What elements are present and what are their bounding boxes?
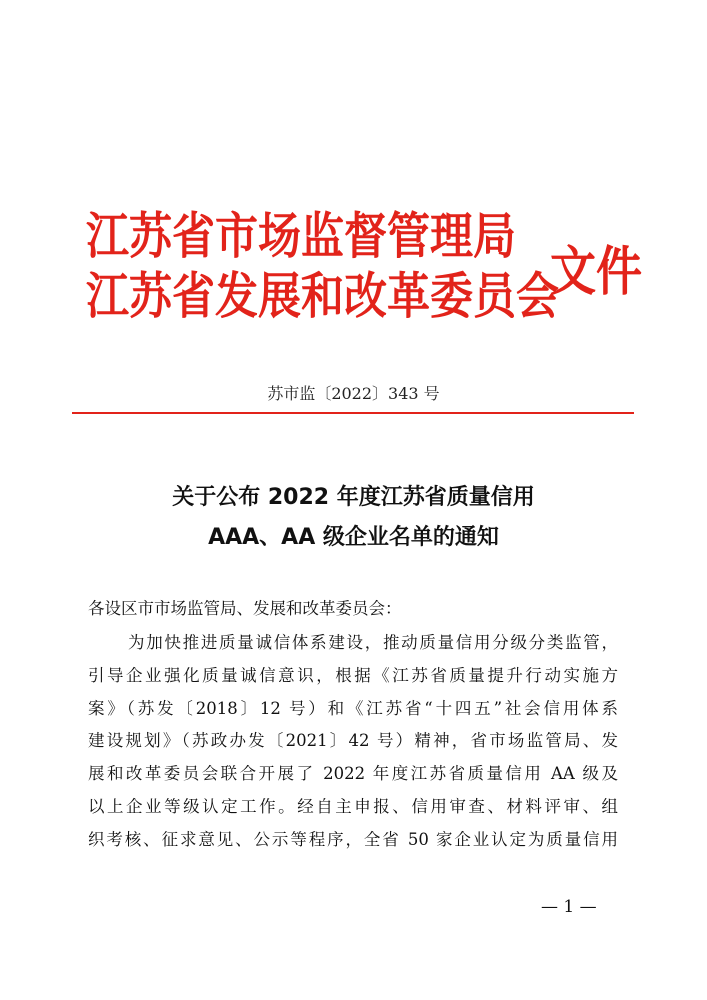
issuer-name-development-reform: 江苏省发展和改革委员会 bbox=[86, 268, 559, 326]
body-line: 引导企业强化质量诚信意识，根据《江苏省质量提升行动实施方 bbox=[88, 665, 618, 685]
red-divider-line bbox=[72, 412, 634, 414]
body-line: 织考核、征求意见、公示等程序，全省 50 家企业认定为质量信用 bbox=[88, 829, 618, 849]
body-paragraph bbox=[88, 627, 618, 857]
notice-title-line-2: AAA、AA 级企业名单的通知 bbox=[208, 525, 499, 550]
body-line: 为加快推进质量诚信体系建设，推动质量信用分级分类监管， bbox=[128, 633, 618, 652]
notice-title-line-1: 关于公布 2022 年度江苏省质量信用 bbox=[172, 485, 535, 510]
issuer-header bbox=[86, 207, 666, 347]
body-line: 以上企业等级认定工作。经自主申报、信用审查、材料评审、组 bbox=[88, 796, 618, 816]
issuer-names bbox=[86, 207, 559, 327]
salutation: 各设区市市场监管局、发展和改革委员会： bbox=[88, 599, 402, 618]
body-line: 案》（苏发〔2018〕12 号）和《江苏省“十四五”社会信用体系 bbox=[88, 698, 618, 718]
notice-title bbox=[0, 478, 707, 558]
body-line: 建设规划》（苏政办发〔2021〕42 号）精神，省市场监管局、发 bbox=[88, 731, 618, 751]
document-number: 苏市监〔2022〕343 号 bbox=[267, 384, 440, 403]
issuer-name-market-regulation: 江苏省市场监督管理局 bbox=[86, 208, 516, 266]
document-type-label: 文件 bbox=[550, 239, 642, 303]
body-line: 展和改革委员会联合开展了 2022 年度江苏省质量信用 AA 级及 bbox=[88, 764, 618, 784]
page-number: — 1 — bbox=[541, 897, 597, 917]
